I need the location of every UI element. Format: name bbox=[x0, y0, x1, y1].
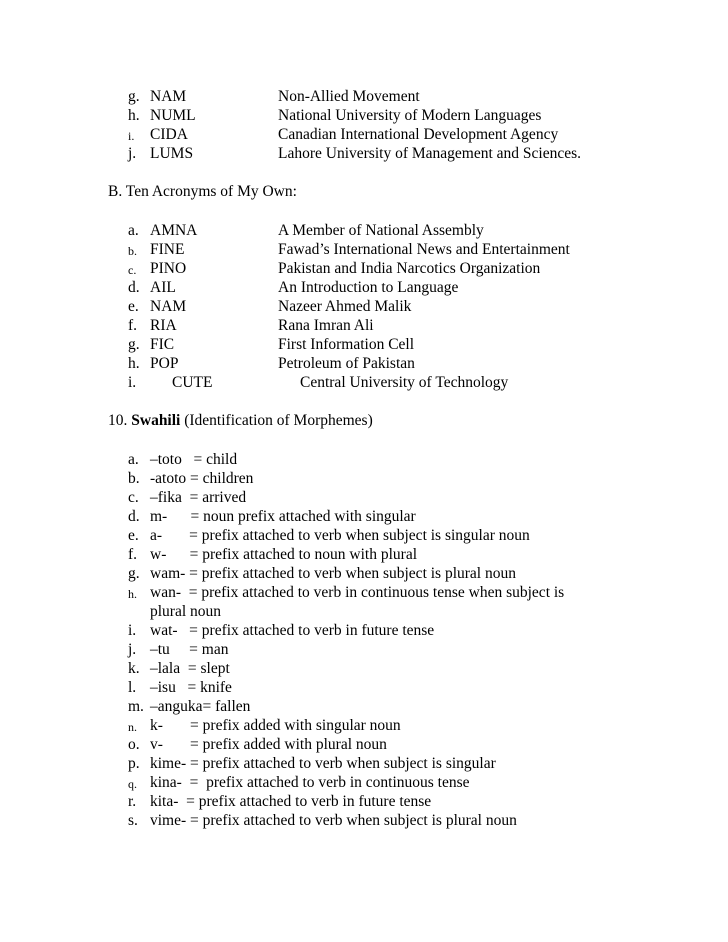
acronym: FIC bbox=[150, 336, 175, 353]
morpheme-definition: wat- = prefix attached to verb in future tense bbox=[150, 622, 435, 639]
list-marker: h. bbox=[128, 587, 137, 601]
list-marker: d. bbox=[128, 279, 140, 296]
morpheme-definition: –tu = man bbox=[150, 641, 229, 658]
acronym-meaning: Lahore University of Management and Sciences. bbox=[278, 145, 582, 162]
list-marker: c. bbox=[128, 263, 137, 277]
morpheme-definition: wam- = prefix attached to verb when subject is plural noun bbox=[150, 565, 516, 582]
list-marker: c. bbox=[128, 489, 139, 506]
list-marker: h. bbox=[128, 107, 140, 124]
morpheme-definition: –isu = knife bbox=[150, 679, 232, 696]
acronym-meaning: National University of Modern Languages bbox=[278, 107, 542, 124]
morpheme-definition: –lala = slept bbox=[150, 660, 230, 677]
acronym: NUML bbox=[150, 107, 196, 124]
acronym-meaning: A Member of National Assembly bbox=[278, 222, 484, 239]
list-marker: i. bbox=[128, 622, 137, 639]
acronym: CUTE bbox=[172, 374, 213, 391]
list-marker: b. bbox=[128, 244, 137, 258]
acronym-meaning: An Introduction to Language bbox=[278, 279, 459, 296]
list-marker: f. bbox=[128, 546, 138, 563]
section-heading bbox=[108, 411, 373, 430]
list-marker: f. bbox=[128, 317, 138, 334]
list-marker: s. bbox=[128, 812, 138, 829]
acronym: LUMS bbox=[150, 145, 194, 162]
list-marker: g. bbox=[128, 565, 140, 582]
acronym: PINO bbox=[150, 260, 187, 277]
acronym: NAM bbox=[150, 88, 187, 105]
acronym: POP bbox=[150, 355, 179, 372]
morpheme-definition: kime- = prefix attached to verb when subject is singular bbox=[150, 755, 496, 772]
acronym: NAM bbox=[150, 298, 187, 315]
section-title-bold: Swahili bbox=[131, 412, 181, 429]
list-marker: g. bbox=[128, 336, 140, 353]
acronym-meaning: Pakistan and India Narcotics Organization bbox=[278, 260, 541, 277]
list-marker: j. bbox=[128, 145, 137, 162]
acronym: AMNA bbox=[150, 222, 198, 239]
morpheme-definition: a- = prefix attached to verb when subject is singular noun bbox=[150, 527, 530, 544]
acronym-meaning: Fawad’s International News and Entertainment bbox=[278, 241, 570, 258]
morpheme-definition: wan- = prefix attached to verb in continuous tense when subject is bbox=[150, 584, 565, 601]
section-title-rest: (Identification of Morphemes) bbox=[184, 412, 373, 429]
list-marker: e. bbox=[128, 527, 139, 544]
list-marker: g. bbox=[128, 88, 140, 105]
acronym: RIA bbox=[150, 317, 177, 334]
acronym-meaning: Rana Imran Ali bbox=[278, 317, 374, 334]
acronym: AIL bbox=[150, 279, 176, 296]
morpheme-definition: kina- = prefix attached to verb in continuous tense bbox=[150, 774, 470, 791]
morpheme-definition: k- = prefix added with singular noun bbox=[150, 717, 401, 734]
list-marker: n. bbox=[128, 720, 137, 734]
morpheme-definition: –toto = child bbox=[150, 451, 238, 468]
morpheme-definition: –fika = arrived bbox=[150, 489, 247, 506]
list-marker: k. bbox=[128, 660, 140, 677]
morpheme-definition: –anguka= fallen bbox=[150, 698, 251, 715]
list-marker: b. bbox=[128, 470, 140, 487]
morpheme-definition: kita- = prefix attached to verb in future tense bbox=[150, 793, 432, 810]
list-marker: i. bbox=[128, 374, 137, 391]
acronym-meaning: Central University of Technology bbox=[300, 374, 509, 391]
morpheme-definition-continued: plural noun bbox=[150, 603, 222, 620]
list-marker: i. bbox=[128, 129, 135, 143]
list-marker: d. bbox=[128, 508, 140, 525]
acronym-meaning: Petroleum of Pakistan bbox=[278, 355, 415, 372]
section-number: 10. bbox=[108, 412, 128, 429]
list-marker: a. bbox=[128, 222, 139, 239]
acronym-meaning: Canadian International Development Agency bbox=[278, 126, 559, 143]
morpheme-definition: w- = prefix attached to noun with plural bbox=[150, 546, 418, 563]
list-marker: q. bbox=[128, 777, 137, 791]
list-marker: e. bbox=[128, 298, 139, 315]
list-marker: p. bbox=[128, 755, 140, 772]
list-marker: o. bbox=[128, 736, 140, 753]
list-marker: j. bbox=[128, 641, 137, 658]
acronym-meaning: Nazeer Ahmed Malik bbox=[278, 298, 412, 315]
list-marker: m. bbox=[128, 698, 144, 715]
morpheme-definition: -atoto = children bbox=[150, 470, 254, 487]
morpheme-definition: v- = prefix added with plural noun bbox=[150, 736, 387, 753]
morpheme-definition: m- = noun prefix attached with singular bbox=[150, 508, 416, 525]
acronym: CIDA bbox=[150, 126, 188, 143]
acronym-meaning: Non-Allied Movement bbox=[278, 88, 420, 105]
list-marker: l. bbox=[128, 679, 137, 696]
list-marker: h. bbox=[128, 355, 140, 372]
morpheme-definition: vime- = prefix attached to verb when subject is plural noun bbox=[150, 812, 517, 829]
acronym: FINE bbox=[150, 241, 185, 258]
list-marker: a. bbox=[128, 451, 139, 468]
section-heading: B. Ten Acronyms of My Own: bbox=[108, 183, 297, 200]
acronym-meaning: First Information Cell bbox=[278, 336, 415, 353]
list-marker: r. bbox=[128, 793, 137, 810]
